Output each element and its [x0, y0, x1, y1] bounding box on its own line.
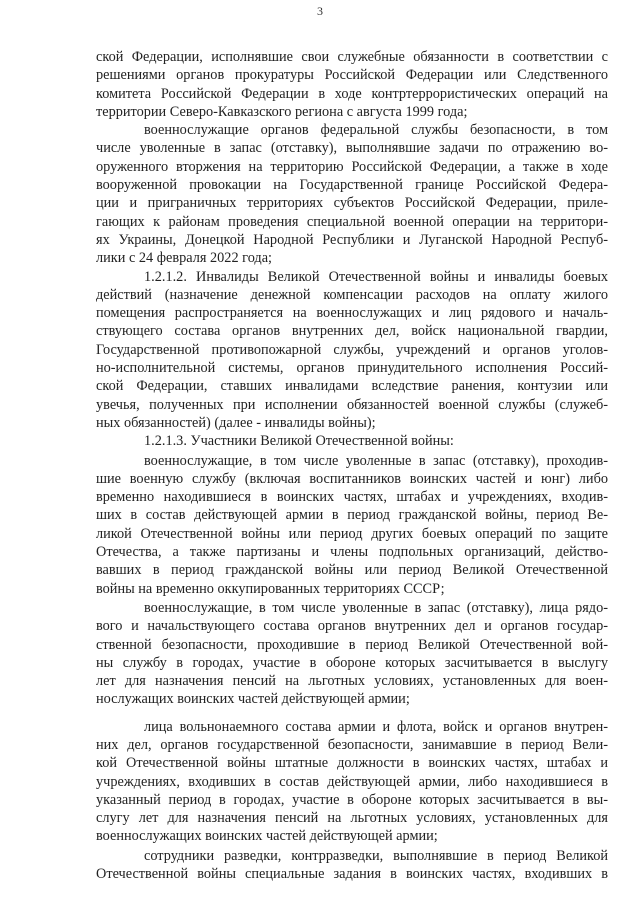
- paragraph: [96, 432, 608, 450]
- paragraph: [96, 847, 608, 884]
- text-line: вавших в период гражданской войны или период Великой Отечественной: [96, 562, 608, 579]
- text-line: ции и приграничных территориях субъектов Российской Федерации, приле-: [96, 195, 608, 212]
- text-line: военнослужащие, в том числе уволенные в запас (отставку), лица рядо-: [144, 599, 608, 616]
- text-line: учреждениях, входивших в состав действующей армии, либо находившиеся в: [96, 773, 608, 790]
- text-line: ственной безопасности, проходившие в период Великой Отечественной вой-: [96, 636, 608, 653]
- text-line: сотрудники разведки, контрразведки, выполнявшие в период Великой: [144, 847, 608, 864]
- text-line: 1.2.1.3. Участники Великой Отечественной войны:: [144, 433, 454, 450]
- text-line: военнослужащие органов федеральной службы безопасности, в том: [144, 122, 608, 139]
- text-line: вого и начальствующего состава органов внутренних дел и органов государ-: [96, 618, 608, 635]
- document-body: [96, 48, 608, 883]
- text-line: лица вольнонаемного состава армии и флота, войск и органов внутрен-: [144, 718, 608, 735]
- text-line: ской Федерации, ставших инвалидами вследствие ранения, контузии или: [96, 378, 608, 395]
- text-line: комитета Российской Федерации в ходе контртеррористических операций на: [96, 85, 608, 102]
- text-line: лики с 24 февраля 2022 года;: [96, 250, 273, 267]
- text-line: но-исполнительной системы, органов принудительного исполнения Россий-: [96, 360, 608, 377]
- text-line: указанный период в городах, участие в обороне которых засчитывается в вы-: [96, 791, 608, 808]
- text-line: лет для назначения пенсий на льготных условиях, установленных для воен-: [96, 673, 608, 690]
- text-line: Государственной противопожарной службы, учреждений и органов уголов-: [96, 341, 608, 358]
- text-line: ны службу в городах, участие в обороне которых засчитывается в выслугу: [96, 654, 608, 671]
- text-line: войны на временно оккупированных территориях СССР;: [96, 580, 445, 597]
- text-line: территории Северо-Кавказского региона с августа 1999 года;: [96, 103, 468, 120]
- text-line: помещения распространяется на военнослужащих и лиц рядового и началь-: [96, 305, 608, 322]
- text-line: ской Федерации, исполнявшие свои служебные обязанности в соответствии с: [96, 49, 608, 65]
- text-line: гающих к районам проведения специальной военной операции на территори-: [96, 213, 608, 230]
- text-line: слугу лет для назначения пенсий на льготных условиях, установленных для: [96, 810, 608, 827]
- text-line: ствующего состава органов внутренних дел, войск национальной гвардии,: [96, 323, 608, 340]
- text-line: ликой Отечественной войны или период других боевых операций по защите: [96, 525, 608, 542]
- text-line: решениями органов прокуратуры Российской Федерации или Следственного: [96, 67, 608, 84]
- text-line: Отечественной войны специальные задания в воинских частях, входивших в: [96, 866, 608, 883]
- text-line: действий (назначение денежной компенсации расходов на оплату жилого: [96, 286, 608, 303]
- text-line: числе уволенные в запас (отставку), выполнявшие задачи по отражению во-: [96, 140, 608, 157]
- text-line: Отечества, а также партизаны и члены подпольных организаций, действо-: [96, 544, 608, 561]
- paragraph: [96, 452, 608, 598]
- text-line: ших в состав действующей армии в период гражданской войны, период Ве-: [96, 507, 608, 524]
- text-line: нослужащих воинских частей действующей армии;: [96, 691, 410, 708]
- text-line: 1.2.1.2. Инвалиды Великой Отечественной войны и инвалиды боевых: [144, 268, 608, 285]
- text-line: шие военную службу (включая воспитанников воинских частей и юнг) либо: [96, 470, 608, 487]
- text-line: вооруженной провокации на Государственной границе Российской Федера-: [96, 177, 608, 194]
- text-line: увечья, полученных при исполнении обязанностей военной службы (служеб-: [96, 396, 608, 413]
- text-line: ях Украины, Донецкой Народной Республики и Луганской Народной Респуб-: [96, 231, 608, 248]
- page-number: 3: [317, 4, 323, 18]
- paragraph: [96, 48, 608, 121]
- text-line: ных обязанностей) (далее - инвалиды войны);: [96, 414, 376, 431]
- paragraph: [96, 718, 608, 846]
- text-line: них дел, органов государственной безопасности, занимавшие в период Вели-: [96, 736, 608, 753]
- text-line: кой Отечественной войны штатные должности в воинских частях, штабах и: [96, 755, 608, 772]
- paragraph: [96, 599, 608, 709]
- text-line: военнослужащие, в том числе уволенные в запас (отставку), проходив-: [144, 452, 608, 469]
- paragraph: [96, 121, 608, 267]
- text-line: военнослужащих воинских частей действующей армии;: [96, 828, 438, 845]
- text-line: временно находившиеся в воинских частях, штабах и учреждениях, входив-: [96, 489, 608, 506]
- paragraph: [96, 268, 608, 433]
- text-line: оруженного вторжения на территорию Российской Федерации, а также в ходе: [96, 158, 608, 175]
